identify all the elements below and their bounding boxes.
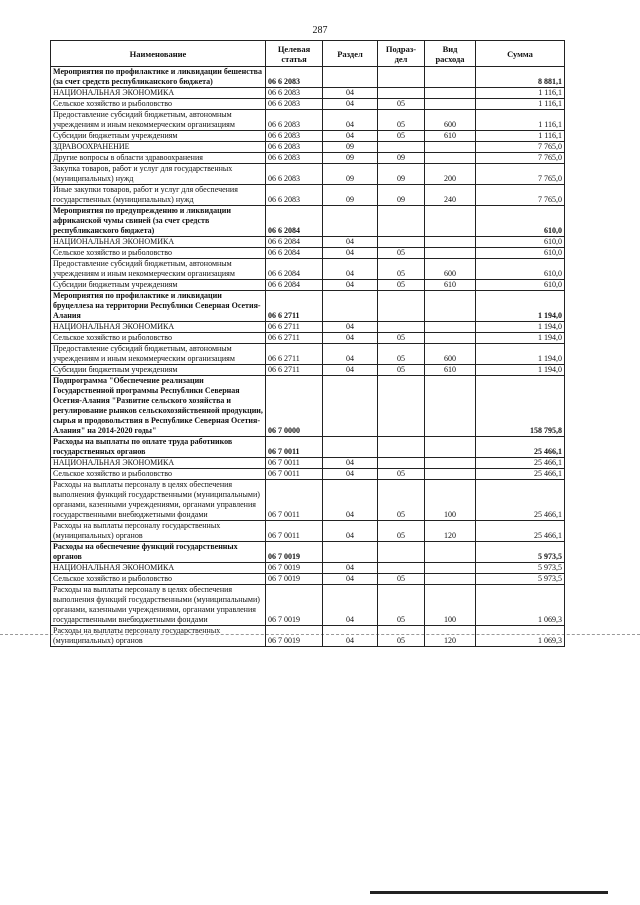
row-name: ЗДРАВООХРАНЕНИЕ <box>51 142 266 153</box>
row-subsection: 09 <box>378 185 425 206</box>
row-amount: 1 194,0 <box>476 333 565 344</box>
table-row <box>51 99 565 110</box>
row-expense-type: 240 <box>425 185 476 206</box>
budget-table <box>50 40 565 647</box>
row-name: Иные закупки товаров, работ и услуг для обеспечения государственных (муниципальных) нужд <box>51 185 266 206</box>
row-name: Расходы на выплаты персоналу в целях обеспечения выполнения функций государственными (муниципальными) органами, казенными учреждениями, органами управления государственными внебюджетными фондами <box>51 585 266 626</box>
row-subsection <box>378 206 425 237</box>
table-row <box>51 542 565 563</box>
header-expense-type: Вид расхода <box>425 41 476 67</box>
row-subsection: 05 <box>378 521 425 542</box>
row-target-code: 06 7 0019 <box>266 574 323 585</box>
row-target-code: 06 6 2084 <box>266 206 323 237</box>
row-expense-type <box>425 376 476 437</box>
row-expense-type: 600 <box>425 344 476 365</box>
row-name: Сельское хозяйство и рыболовство <box>51 248 266 259</box>
row-name: Сельское хозяйство и рыболовство <box>51 574 266 585</box>
row-name: Сельское хозяйство и рыболовство <box>51 333 266 344</box>
row-expense-type <box>425 574 476 585</box>
row-amount: 7 765,0 <box>476 153 565 164</box>
row-expense-type: 610 <box>425 365 476 376</box>
row-subsection: 05 <box>378 626 425 647</box>
row-amount: 610,0 <box>476 248 565 259</box>
row-target-code: 06 7 0019 <box>266 626 323 647</box>
row-subsection: 05 <box>378 333 425 344</box>
row-expense-type <box>425 437 476 458</box>
table-row <box>51 376 565 437</box>
row-subsection: 05 <box>378 131 425 142</box>
row-target-code: 06 6 2711 <box>266 322 323 333</box>
row-expense-type: 120 <box>425 521 476 542</box>
row-section: 04 <box>323 131 378 142</box>
row-section: 04 <box>323 626 378 647</box>
table-row <box>51 88 565 99</box>
row-section: 04 <box>323 521 378 542</box>
row-amount: 158 795,8 <box>476 376 565 437</box>
row-amount: 1 194,0 <box>476 291 565 322</box>
row-name: Расходы на выплаты по оплате труда работников государственных органов <box>51 437 266 458</box>
row-expense-type <box>425 88 476 99</box>
row-amount: 1 194,0 <box>476 322 565 333</box>
row-name: Субсидии бюджетным учреждениям <box>51 280 266 291</box>
table-row <box>51 344 565 365</box>
table-row <box>51 164 565 185</box>
row-section <box>323 206 378 237</box>
header-name: Наименование <box>51 41 266 67</box>
row-target-code: 06 7 0011 <box>266 521 323 542</box>
row-expense-type: 600 <box>425 110 476 131</box>
row-name: Мероприятия по профилактике и ликвидации бешенства (за счет средств республиканского бюджета) <box>51 67 266 88</box>
row-target-code: 06 6 2083 <box>266 110 323 131</box>
row-section <box>323 67 378 88</box>
row-target-code: 06 6 2084 <box>266 237 323 248</box>
row-expense-type <box>425 153 476 164</box>
row-section: 04 <box>323 563 378 574</box>
row-subsection: 05 <box>378 259 425 280</box>
row-name: Субсидии бюджетным учреждениям <box>51 131 266 142</box>
row-amount: 1 116,1 <box>476 99 565 110</box>
row-section: 09 <box>323 185 378 206</box>
row-expense-type <box>425 458 476 469</box>
header-amount: Сумма <box>476 41 565 67</box>
row-amount: 610,0 <box>476 237 565 248</box>
row-expense-type <box>425 237 476 248</box>
row-expense-type <box>425 469 476 480</box>
row-amount: 1 069,3 <box>476 585 565 626</box>
row-expense-type <box>425 99 476 110</box>
row-amount: 5 973,5 <box>476 574 565 585</box>
row-subsection <box>378 67 425 88</box>
row-expense-type <box>425 142 476 153</box>
header-section: Раздел <box>323 41 378 67</box>
row-amount: 5 973,5 <box>476 542 565 563</box>
row-name: Сельское хозяйство и рыболовство <box>51 469 266 480</box>
row-target-code: 06 7 0019 <box>266 585 323 626</box>
row-section: 04 <box>323 248 378 259</box>
row-subsection: 09 <box>378 153 425 164</box>
row-expense-type <box>425 67 476 88</box>
table-row <box>51 458 565 469</box>
row-section: 09 <box>323 142 378 153</box>
row-subsection <box>378 376 425 437</box>
row-subsection <box>378 542 425 563</box>
row-expense-type: 200 <box>425 164 476 185</box>
row-subsection <box>378 142 425 153</box>
row-name: Мероприятия по профилактике и ликвидации бруцеллеза на территории Республики Северная Осетия-Алания <box>51 291 266 322</box>
row-name: НАЦИОНАЛЬНАЯ ЭКОНОМИКА <box>51 88 266 99</box>
table-row <box>51 437 565 458</box>
table-row <box>51 574 565 585</box>
row-expense-type: 600 <box>425 259 476 280</box>
row-target-code: 06 6 2083 <box>266 164 323 185</box>
table-row <box>51 291 565 322</box>
row-subsection: 05 <box>378 365 425 376</box>
row-expense-type <box>425 542 476 563</box>
row-section: 04 <box>323 469 378 480</box>
row-target-code: 06 6 2084 <box>266 248 323 259</box>
row-amount: 1 069,3 <box>476 626 565 647</box>
row-amount: 1 116,1 <box>476 110 565 131</box>
table-row <box>51 469 565 480</box>
row-section: 04 <box>323 585 378 626</box>
row-amount: 1 194,0 <box>476 365 565 376</box>
row-amount: 610,0 <box>476 280 565 291</box>
table-row <box>51 131 565 142</box>
row-amount: 25 466,1 <box>476 458 565 469</box>
row-name: Расходы на обеспечение функций государственных органов <box>51 542 266 563</box>
row-section: 04 <box>323 480 378 521</box>
row-amount: 25 466,1 <box>476 521 565 542</box>
table-header-row <box>51 41 565 67</box>
table-row <box>51 67 565 88</box>
row-section: 04 <box>323 458 378 469</box>
row-section <box>323 376 378 437</box>
row-amount: 25 466,1 <box>476 480 565 521</box>
row-section: 04 <box>323 365 378 376</box>
row-expense-type: 610 <box>425 280 476 291</box>
header-target: Целевая статья <box>266 41 323 67</box>
row-amount: 25 466,1 <box>476 437 565 458</box>
row-target-code: 06 6 2711 <box>266 344 323 365</box>
header-subsection: Подраз-дел <box>378 41 425 67</box>
row-subsection <box>378 437 425 458</box>
row-name: НАЦИОНАЛЬНАЯ ЭКОНОМИКА <box>51 237 266 248</box>
row-name: Субсидии бюджетным учреждениям <box>51 365 266 376</box>
row-amount: 610,0 <box>476 206 565 237</box>
table-row <box>51 626 565 647</box>
row-amount: 7 765,0 <box>476 185 565 206</box>
row-subsection <box>378 237 425 248</box>
row-expense-type <box>425 322 476 333</box>
row-expense-type <box>425 333 476 344</box>
row-section <box>323 291 378 322</box>
row-section: 04 <box>323 237 378 248</box>
row-amount: 7 765,0 <box>476 164 565 185</box>
row-target-code: 06 6 2083 <box>266 142 323 153</box>
row-name: Предоставление субсидий бюджетным, автономным учреждениям и иным некоммерческим организациям <box>51 344 266 365</box>
row-name: Расходы на выплаты персоналу государственных (муниципальных) органов <box>51 626 266 647</box>
row-section: 04 <box>323 322 378 333</box>
row-name: Другие вопросы в области здравоохранения <box>51 153 266 164</box>
row-section <box>323 542 378 563</box>
row-section: 04 <box>323 344 378 365</box>
row-expense-type: 100 <box>425 480 476 521</box>
table-row <box>51 480 565 521</box>
row-name: Мероприятия по предупреждению и ликвидации африканской чумы свиней (за счет средств республиканского бюджета) <box>51 206 266 237</box>
row-expense-type <box>425 248 476 259</box>
table-row <box>51 110 565 131</box>
row-name: НАЦИОНАЛЬНАЯ ЭКОНОМИКА <box>51 563 266 574</box>
table-row <box>51 259 565 280</box>
row-expense-type: 100 <box>425 585 476 626</box>
row-subsection <box>378 563 425 574</box>
row-target-code: 06 7 0011 <box>266 480 323 521</box>
table-row <box>51 206 565 237</box>
row-subsection <box>378 291 425 322</box>
table-row <box>51 142 565 153</box>
row-amount: 25 466,1 <box>476 469 565 480</box>
row-target-code: 06 7 0011 <box>266 437 323 458</box>
table-row <box>51 365 565 376</box>
row-section: 04 <box>323 88 378 99</box>
row-subsection: 05 <box>378 248 425 259</box>
row-target-code: 06 6 2083 <box>266 185 323 206</box>
table-row <box>51 563 565 574</box>
row-target-code: 06 7 0019 <box>266 563 323 574</box>
table-row <box>51 521 565 542</box>
row-target-code: 06 6 2083 <box>266 153 323 164</box>
row-subsection: 09 <box>378 164 425 185</box>
table-row <box>51 280 565 291</box>
row-subsection: 05 <box>378 344 425 365</box>
row-amount: 8 881,1 <box>476 67 565 88</box>
scan-artifact-bar <box>370 891 608 894</box>
row-target-code: 06 7 0011 <box>266 458 323 469</box>
row-target-code: 06 6 2711 <box>266 291 323 322</box>
row-name: Подпрограмма "Обеспечение реализации Государственной программы Республики Северная Осетия-Алания "Развитие сельского хозяйства и регулирование рынков сельскохозяйственной продукции, сырья и продовольствия в Республике Северная Осетия-Алания" на 2014-2020 годы" <box>51 376 266 437</box>
table-row <box>51 585 565 626</box>
row-name: НАЦИОНАЛЬНАЯ ЭКОНОМИКА <box>51 458 266 469</box>
row-target-code: 06 7 0011 <box>266 469 323 480</box>
row-section <box>323 437 378 458</box>
row-amount: 7 765,0 <box>476 142 565 153</box>
row-target-code: 06 7 0000 <box>266 376 323 437</box>
row-name: НАЦИОНАЛЬНАЯ ЭКОНОМИКА <box>51 322 266 333</box>
row-section: 04 <box>323 110 378 131</box>
row-target-code: 06 6 2083 <box>266 99 323 110</box>
row-subsection: 05 <box>378 574 425 585</box>
page-number: 287 <box>312 25 328 36</box>
row-subsection: 05 <box>378 110 425 131</box>
row-section: 09 <box>323 153 378 164</box>
row-target-code: 06 6 2084 <box>266 280 323 291</box>
row-name: Предоставление субсидий бюджетным, автономным учреждениям и иным некоммерческим организациям <box>51 259 266 280</box>
table-row <box>51 153 565 164</box>
row-target-code: 06 6 2083 <box>266 131 323 142</box>
row-target-code: 06 7 0019 <box>266 542 323 563</box>
row-name: Сельское хозяйство и рыболовство <box>51 99 266 110</box>
row-amount: 1 194,0 <box>476 344 565 365</box>
row-name: Расходы на выплаты персоналу в целях обеспечения выполнения функций государственными (муниципальными) органами, казенными учреждениями, органами управления государственными внебюджетными фондами <box>51 480 266 521</box>
row-target-code: 06 6 2711 <box>266 333 323 344</box>
row-amount: 1 116,1 <box>476 131 565 142</box>
row-amount: 610,0 <box>476 259 565 280</box>
row-subsection: 05 <box>378 99 425 110</box>
row-target-code: 06 6 2711 <box>266 365 323 376</box>
row-section: 04 <box>323 259 378 280</box>
row-name: Расходы на выплаты персоналу государственных (муниципальных) органов <box>51 521 266 542</box>
row-target-code: 06 6 2083 <box>266 88 323 99</box>
table-row <box>51 237 565 248</box>
table-row <box>51 333 565 344</box>
row-section: 04 <box>323 333 378 344</box>
row-subsection: 05 <box>378 480 425 521</box>
table-row <box>51 248 565 259</box>
row-subsection <box>378 322 425 333</box>
row-section: 04 <box>323 574 378 585</box>
row-expense-type: 120 <box>425 626 476 647</box>
row-expense-type: 610 <box>425 131 476 142</box>
row-name: Предоставление субсидий бюджетным, автономным учреждениям и иным некоммерческим организациям <box>51 110 266 131</box>
row-section: 09 <box>323 164 378 185</box>
row-subsection <box>378 458 425 469</box>
table-row <box>51 185 565 206</box>
row-section: 04 <box>323 99 378 110</box>
row-subsection: 05 <box>378 280 425 291</box>
row-name: Закупка товаров, работ и услуг для государственных (муниципальных) нужд <box>51 164 266 185</box>
table-row <box>51 322 565 333</box>
row-expense-type <box>425 206 476 237</box>
row-expense-type <box>425 291 476 322</box>
row-target-code: 06 6 2083 <box>266 67 323 88</box>
row-amount: 1 116,1 <box>476 88 565 99</box>
row-subsection: 05 <box>378 585 425 626</box>
row-target-code: 06 6 2084 <box>266 259 323 280</box>
row-subsection <box>378 88 425 99</box>
row-section: 04 <box>323 280 378 291</box>
row-subsection: 05 <box>378 469 425 480</box>
row-expense-type <box>425 563 476 574</box>
row-amount: 5 973,5 <box>476 563 565 574</box>
